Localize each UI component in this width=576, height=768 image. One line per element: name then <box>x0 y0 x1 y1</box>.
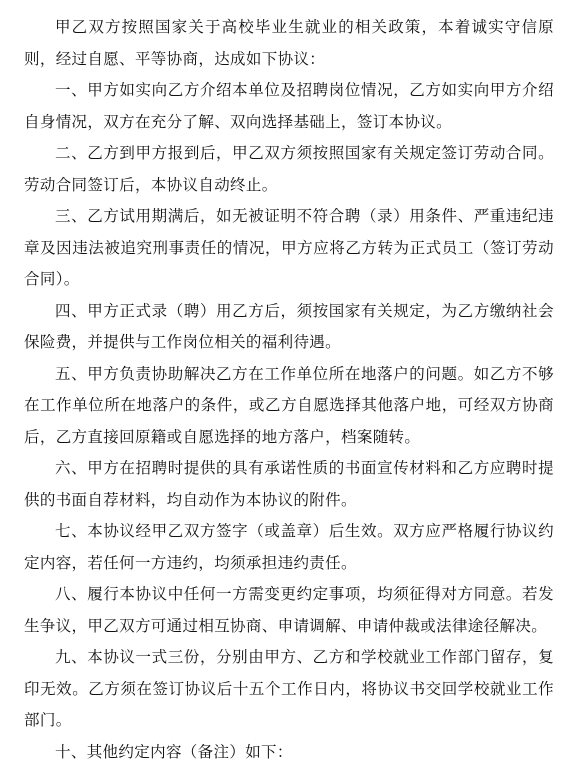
paragraph-clause-4: 四、甲方正式录（聘）用乙方后，须按国家有关规定，为乙方缴纳社会保险费，并提供与工作岗位相关的福利待遇。 <box>24 296 554 359</box>
paragraph-clause-7: 七、本协议经甲乙双方签字（或盖章）后生效。双方应严格履行协议约定内容，若任何一方违约，均须承担违约责任。 <box>24 516 554 579</box>
paragraph-clause-9: 九、本协议一式三份，分别由甲方、乙方和学校就业工作部门留存，复印无效。乙方须在签订协议后十五个工作日内，将协议书交回学校就业工作部门。 <box>24 642 554 737</box>
paragraph-clause-6: 六、甲方在招聘时提供的具有承诺性质的书面宣传材料和乙方应聘时提供的书面自荐材料，均自动作为本协议的附件。 <box>24 453 554 516</box>
paragraph-clause-2: 二、乙方到甲方报到后，甲乙双方须按照国家有关规定签订劳动合同。劳动合同签订后，本协议自动终止。 <box>24 138 554 201</box>
paragraph-clause-1: 一、甲方如实向乙方介绍本单位及招聘岗位情况，乙方如实向甲方介绍自身情况，双方在充分了解、双向选择基础上，签订本协议。 <box>24 75 554 138</box>
paragraph-clause-10: 十、其他约定内容（备注）如下： <box>24 737 554 768</box>
paragraph-clause-8: 八、履行本协议中任何一方需变更约定事项，均须征得对方同意。若发生争议，甲乙双方可通过相互协商、申请调解、申请仲裁或法律途径解决。 <box>24 579 554 642</box>
paragraph-preamble: 甲乙双方按照国家关于高校毕业生就业的相关政策，本着诚实守信原则，经过自愿、平等协商，达成如下协议： <box>24 12 554 75</box>
paragraph-clause-5: 五、甲方负责协助解决乙方在工作单位所在地落户的问题。如乙方不够在工作单位所在地落户的条件，或乙方自愿选择其他落户地，可经双方协商后，乙方直接回原籍或自愿选择的地方落户，档案随转。 <box>24 359 554 454</box>
paragraph-clause-3: 三、乙方试用期满后，如无被证明不符合聘（录）用条件、严重违纪违章及因违法被追究刑事责任的情况，甲方应将乙方转为正式员工（签订劳动合同）。 <box>24 201 554 296</box>
